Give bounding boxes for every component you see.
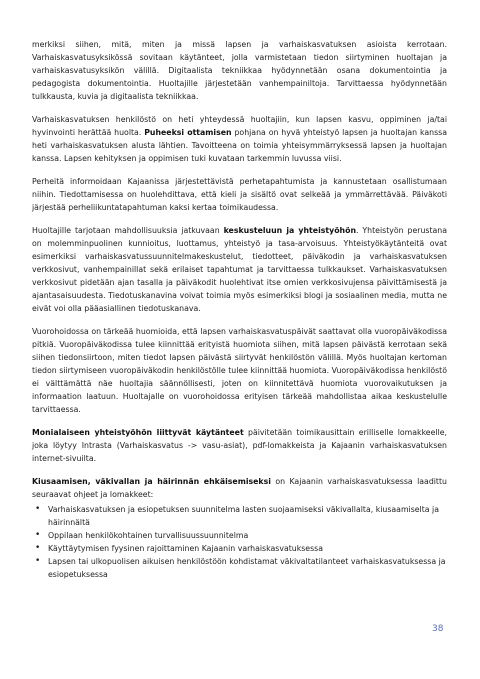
bold-term: Monialaiseen yhteistyöhön liittyvät käytänteet xyxy=(32,428,244,437)
paragraph-communication: merkiksi siihen, mitä, miten ja missä lapsen ja varhaiskasvatuksen asioista kerrotaan. Varhaiskasvatusyksikössä sovitaan käytänteet, jolla varmistetaan tiedon siirtyminen huoltajan ja varhaiskasvatusyksikön välillä. Digitaalista tekniikkaa hyödynnetään osana dokumentointia ja pedagogista dokumentointia. Huoltajille järjestetään vanhempainiltoja. Tarvittaessa hyödynnetään tulkkausta, kuvia ja digitaalista tekniikkaa. xyxy=(32,40,447,101)
paragraph-concern xyxy=(32,113,447,165)
list-item: • Käyttäytymisen fyysinen rajoittaminen Kajaanin varhaiskasvatuksessa xyxy=(32,542,447,555)
bold-term: keskusteluun ja yhteistyöhön xyxy=(223,226,357,235)
paragraph-bullying xyxy=(32,475,447,501)
paragraph-multidisciplinary xyxy=(32,426,447,465)
list-item: • Oppilaan henkilökohtainen turvallisuussuunnitelma xyxy=(32,529,447,542)
paragraph-shift-care: Vuorohoidossa on tärkeää huomioida, että lapsen varhaiskasvatuspäivät saattavat olla vuoropäiväkodissa pitkiä. Vuoropäiväkodissa tulee kiinnittää erityistä huomiota siihen, mitä lapsen päivästä kerrotaan sekä siihen tiedonsiirtoon, miten tiedot lapsen päivästä siirtyvät henkilöstön välillä. Myös huoltajan kertoman tiedon siirtymiseen vuoropäiväkodin henkilöstölle tulee kiinnittää huomiota. Vuoropäiväkodissa henkilöstö ei välttämättä näe huoltajia säännöllisesti, joten on kiinnitettävä huomiota vuorovaikutuksen ja informaation laatuun. Huoltajalle on vuorohoidossa erityisen tärkeää mahdollistaa aikaa keskustelulle tarvittaessa. xyxy=(32,327,447,414)
text-segment: pohjana on hyvä yhteistyö lapsen ja huoltajan kanssa heti varhaiskasvatuksen alusta lähtien. Tavoitteena on toimia yhteisymmärryksessä lapsen ja huoltajan kanssa. Lapsen kehityksen ja oppimisen tuki kuvataan tarkemmin luvussa viisi. xyxy=(32,128,447,163)
bold-term: Puheeksi ottamisen xyxy=(144,128,232,137)
guideline-list xyxy=(32,503,447,581)
text-segment: Varhaiskasvatuksen henkilöstö on heti yhteydessä huoltajiin, kun lapsen kasvu, oppiminen ja/tai hyvinvointi herättää huolta. xyxy=(32,115,447,137)
text-segment: Huoltajille tarjotaan mahdollisuuksia jatkuvaan xyxy=(32,226,224,235)
text-segment: on Kajaanin varhaiskasvatuksessa laadittu seuraavat ohjeet ja lomakkeet: xyxy=(32,477,447,499)
list-item: • Lapsen tai ulkopuolisen aikuisen henkilöstöön kohdistamat väkivaltatilanteet varhaiskasvatuksessa ja esiopetuksessa xyxy=(32,555,447,581)
text-segment: päivitetään toimikausittain erilliselle lomakkeelle, joka löytyy Intrasta (Varhaiskasvatus -> vasu-asiat), pdf-lomakkeista ja Kajaanin varhaiskasvatuksen internet-sivuilta. xyxy=(32,428,448,463)
paragraph-cooperation xyxy=(32,224,447,315)
page-content xyxy=(32,38,447,581)
paragraph-family-events: Perheitä informoidaan Kajaanissa järjestettävistä perhetapahtumista ja kannustetaan osallistumaan niihin. Tiedottamisessa on huolehdittava, että kieli ja sisältö ovat selkeää ja ymmärrettävää. Päiväkoti järjestää perheliikuntatapahtuman kaksi kertaa toimikaudessa. xyxy=(32,177,447,212)
page-number: 38 xyxy=(432,624,444,634)
text-segment: . Yhteistyön perustana on molemminpuolinen kunnioitus, luottamus, yhteistyö ja tasa-arvoisuus. Yhteistyökäytänteitä ovat esimerkiksi varhaiskasvatussuunnitelmakeskustelut, tiedotteet, päiväkodin ja varhaiskasvatuksen verkkosivut, vanhempainillat sekä erilaiset tapahtumat ja tarvittaessa tulkkaukset. Varhaiskasvatuksen verkkosivut pidetään ajan tasalla ja päiväkodit huolehtivat itse omien verkkosivujensa päivittämisestä ja ajantasaisuudesta. Tiedotuskanavina voivat toimia myös esimerkiksi blogi ja sosiaalinen media, mutta ne eivät voi olla pääasiallinen tiedotuskanava. xyxy=(32,226,448,313)
bold-term: Kiusaamisen, väkivallan ja häirinnän ehkäisemiseksi xyxy=(32,477,271,486)
list-item: • Varhaiskasvatuksen ja esiopetuksen suunnitelma lasten suojaamiseksi väkivallalta, kiusaamiselta ja häirinnältä xyxy=(32,503,447,529)
